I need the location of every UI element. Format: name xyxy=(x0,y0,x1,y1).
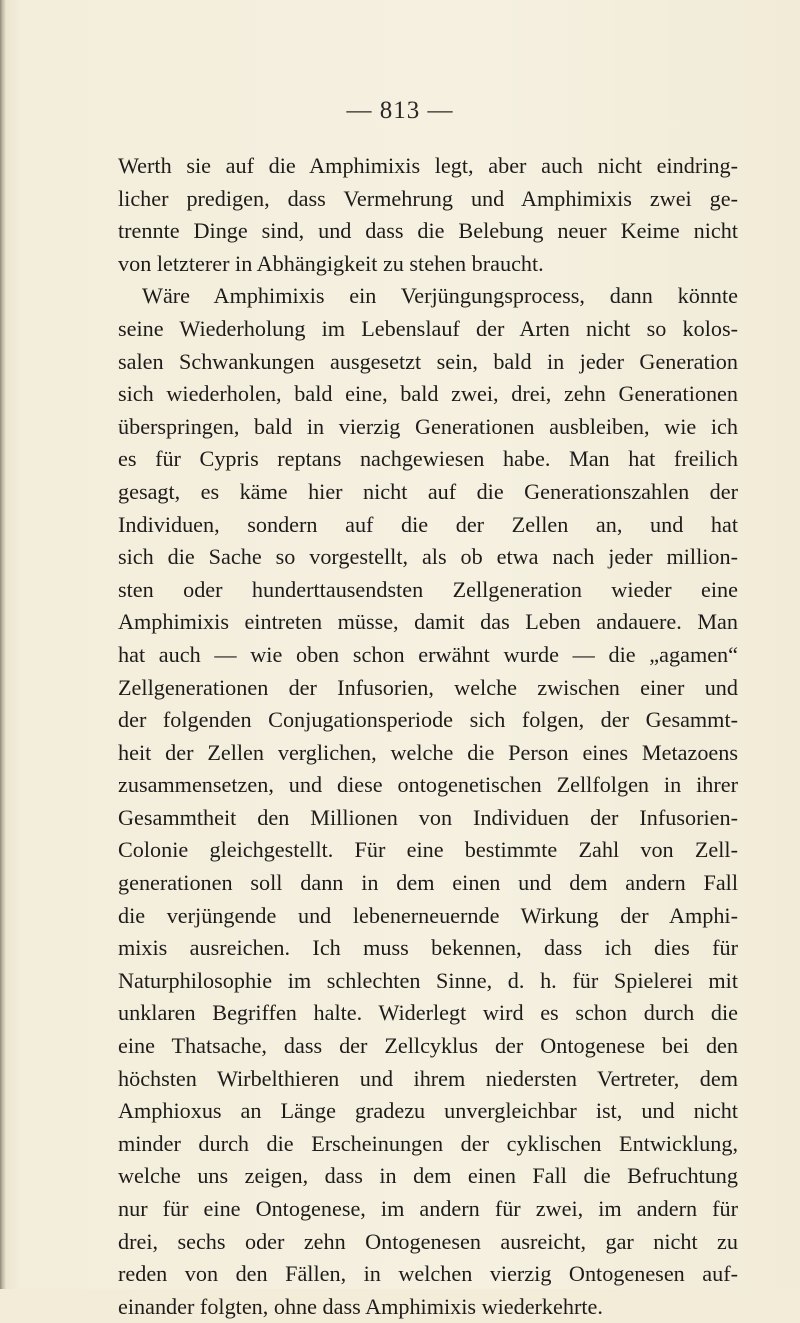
text-line: heit der Zellen verglichen, welche die Person eines Metazoens xyxy=(118,739,738,765)
text-line: hat auch — wie oben schon erwähnt wurde — die „agamen“ xyxy=(118,641,738,667)
text-line: Amphioxus an Länge gradezu unvergleichbar ist, und nicht xyxy=(118,1098,738,1124)
text-line: drei, sechs oder zehn Ontogenesen ausreicht, gar nicht zu xyxy=(118,1228,738,1254)
text-line: es für Cypris reptans nachgewiesen habe. Man hat freilich xyxy=(118,446,738,472)
page-edge-shadow xyxy=(0,0,6,1289)
text-line: welche uns zeigen, dass in dem einen Fall die Befruchtung xyxy=(118,1163,738,1189)
text-line: zusammensetzen, und diese ontogenetischen Zellfolgen in ihrer xyxy=(118,772,738,798)
text-line: trennte Dinge sind, und dass die Belebung neuer Keime nicht xyxy=(118,218,738,244)
text-line: nur für eine Ontogenese, im andern für zwei, im andern für xyxy=(118,1196,738,1221)
text-line: Gesammtheit den Millionen von Individuen der Infusorien- xyxy=(118,804,738,830)
text-line: Individuen, sondern auf die der Zellen an, und hat xyxy=(118,511,738,537)
text-line: Werth sie auf die Amphimixis legt, aber auch nicht eindring- xyxy=(118,153,738,178)
text-line: salen Schwankungen ausgesetzt sein, bald in jeder Generation xyxy=(118,348,738,374)
text-line: seine Wiederholung im Lebenslauf der Arten nicht so kolos- xyxy=(118,315,738,341)
text-line: Amphimixis eintreten müsse, damit das Leben andauere. Man xyxy=(118,609,738,635)
text-line: Colonie gleichgestellt. Für eine bestimmte Zahl von Zell- xyxy=(118,837,738,863)
page-number: — 813 — xyxy=(346,97,454,124)
text-line: generationen soll dann in dem einen und dem andern Fall xyxy=(118,870,738,896)
text-line: reden von den Fällen, in welchen vierzig Ontogenesen auf- xyxy=(118,1261,738,1287)
text-line: die verjüngende und lebenerneuernde Wirkung der Amphi- xyxy=(118,902,738,928)
text-line: überspringen, bald in vierzig Generationen ausbleiben, wie ich xyxy=(118,413,738,439)
text-line: gesagt, es käme hier nicht auf die Generationszahlen der xyxy=(118,478,738,504)
text-line: mixis ausreichen. Ich muss bekennen, dass ich dies für xyxy=(118,935,738,961)
text-line: minder durch die Erscheinungen der cyklischen Entwicklung, xyxy=(118,1130,738,1156)
text-line: der folgenden Conjugationsperiode sich folgen, der Gesammt- xyxy=(118,707,738,733)
text-line: eine Thatsache, dass der Zellcyklus der Ontogenese bei den xyxy=(118,1033,738,1059)
body-text xyxy=(118,150,738,1323)
text-line: von letzterer in Abhängigkeit zu stehen braucht. xyxy=(118,250,544,276)
text-line: höchsten Wirbelthieren und ihrem niedersten Vertreter, dem xyxy=(118,1065,738,1091)
text-line: sich die Sache so vorgestellt, als ob etwa nach jeder million- xyxy=(118,544,738,570)
text-line: sich wiederholen, bald eine, bald zwei, drei, zehn Generationen xyxy=(118,381,738,407)
text-line: Zellgenerationen der Infusorien, welche zwischen einer und xyxy=(118,674,738,700)
text-line: unklaren Begriffen halte. Widerlegt wird es schon durch die xyxy=(118,1000,738,1026)
text-line: licher predigen, dass Vermehrung und Amphimixis zwei ge- xyxy=(118,185,738,211)
text-line: sten oder hunderttausendsten Zellgeneration wieder eine xyxy=(118,576,738,602)
text-line: Naturphilosophie im schlechten Sinne, d. h. für Spielerei mit xyxy=(118,967,738,993)
text-line: Wäre Amphimixis ein Verjüngungsprocess, dann könnte xyxy=(142,283,738,309)
text-line: einander folgten, ohne dass Amphimixis wiederkehrte. xyxy=(118,1293,603,1319)
